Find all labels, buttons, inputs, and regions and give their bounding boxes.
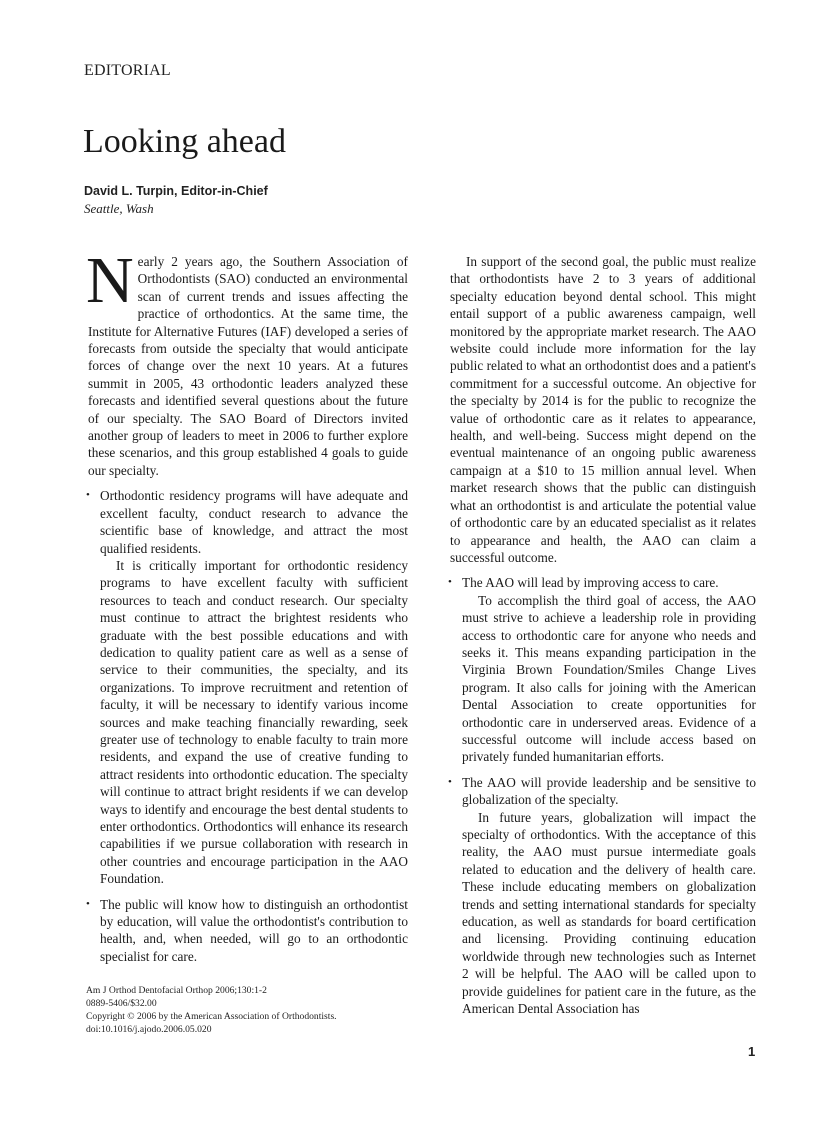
bullet-icon: • [448, 576, 452, 589]
author-line: David L. Turpin, Editor-in-Chief [84, 184, 268, 198]
goal-statement: The public will know how to distinguish an orthodontist by education, will value the orthodontist's contribution to health, and, when needed, will go to an orthodontic specialist for care. [100, 896, 408, 964]
journal-citation: Am J Orthod Dentofacial Orthop 2006;130:1-2 [86, 985, 267, 996]
bullet-icon: • [86, 489, 90, 502]
intro-paragraph [86, 244, 408, 479]
doi-link[interactable]: doi:10.1016/j.ajodo.2006.05.020 [86, 1024, 212, 1035]
intro-text: early 2 years ago, the Southern Association of Orthodontists (SAO) conducted an environmental scan of current trends and issues affecting the practice of orthodontics. At the same time, the Institute for Alternative Futures (IAF) developed a series of forecasts from outside the specialty that would anticipate forces of change over the next 10 years. At a futures summit in 2005, 43 orthodontic leaders analyzed these forecasts and identified several questions about the future of our specialty. The SAO Board of Directors invited another group of leaders to meet in 2006 to further explore these scenarios, and this group established 4 goals to guide our specialty. [88, 254, 408, 478]
goal-discussion: In support of the second goal, the public must realize that orthodontists have 2 to 3 years of additional specialty education beyond dental school. This might entail support of a public awareness campaign, well monitored by the appropriate market research. The AAO website could include more information for the lay public related to what an orthodontist does and a patient's commitment for a successful outcome. An objective for the specialty by 2014 is for the public to recognize the value of orthodontic care as it relates to appearance, health, and well-being. Success might depend on the eventual maintenance of an ongoing public awareness campaign at a $10 to 15 million annual level. When market research shows that the public can distinguish what an orthodontist is and articulate the potential value of orthodontic care by an educated specialist as it relates to appearance and health, the AAO can claim a successful outcome. [450, 254, 756, 565]
goal-discussion: To accomplish the third goal of access, the AAO must strive to achieve a leadership role in providing access to orthodontic care for anyone who needs and seeks it. This means expanding participation in the Virginia Brown Foundation/Smiles Change Lives program. It also calls for joining with the American Dental Association to create opportunities for orthodontic care in underserved areas. Evidence of a successful outcome will include access based on privately funded humanitarian efforts. [462, 592, 756, 765]
copyright-notice: Copyright © 2006 by the American Association of Orthodontists. [86, 1011, 337, 1022]
goal-list-item [450, 574, 756, 765]
goal-list-item [88, 487, 408, 887]
goal-list-item [88, 896, 408, 966]
author-location: Seattle, Wash [84, 201, 154, 216]
drop-cap: N [86, 244, 134, 317]
section-label: EDITORIAL [84, 62, 171, 79]
left-column [86, 244, 408, 965]
goal-discussion: In future years, globalization will impact the specialty of orthodontics. With the acceptance of this reality, the AAO must pursue intermediate goals related to education and the delivery of health care. These include educating members on globalization trends and setting international standards for specialty education, as well as standards for board certification and licensing. Providing continuing education worldwide through new technologies such as Internet 2 will be helpful. The AAO will be called upon to provide guidelines for patient care in the future, as the American Dental Association has [462, 809, 756, 1017]
goal-discussion: It is critically important for orthodontic residency programs to have excellent faculty with sufficient resources to teach and conduct research. Our specialty must continue to attract the brightest residents who graduate with the best possible educations and with dedication to quality patient care as well as a sense of service to their communities, the specialty, and its organizations. To improve recruitment and retention of faculty, it will be necessary to identify various income sources and make teaching financially rewarding, seek greater use of technology to enable faculty to train more residents, and expand the use of creative funding to attract residents into orthodontic education. The specialty will continue to attract bright residents if we can develop ways to identify and encourage the best dental students to enter orthodontics. Orthodontics will enhance its research capabilities if we pursue collaboration with research in other countries and encourage participation in the AAO Foundation. [100, 557, 408, 887]
publication-info [86, 984, 337, 1036]
bullet-icon: • [86, 897, 90, 910]
goal-list-item [450, 774, 756, 1018]
right-column [450, 253, 756, 1017]
goal-statement: Orthodontic residency programs will have adequate and excellent faculty, conduct research to advance the scientific base of knowledge, and attract the most qualified residents. [100, 488, 408, 556]
goal-statement: The AAO will provide leadership and be sensitive to globalization of the specialty. [462, 774, 756, 808]
page-number: 1 [748, 1044, 756, 1059]
issn-price: 0889-5406/$32.00 [86, 998, 157, 1009]
bullet-icon: • [448, 775, 452, 788]
goal-statement: The AAO will lead by improving access to care. [462, 575, 719, 591]
article-title: Looking ahead [83, 123, 286, 160]
